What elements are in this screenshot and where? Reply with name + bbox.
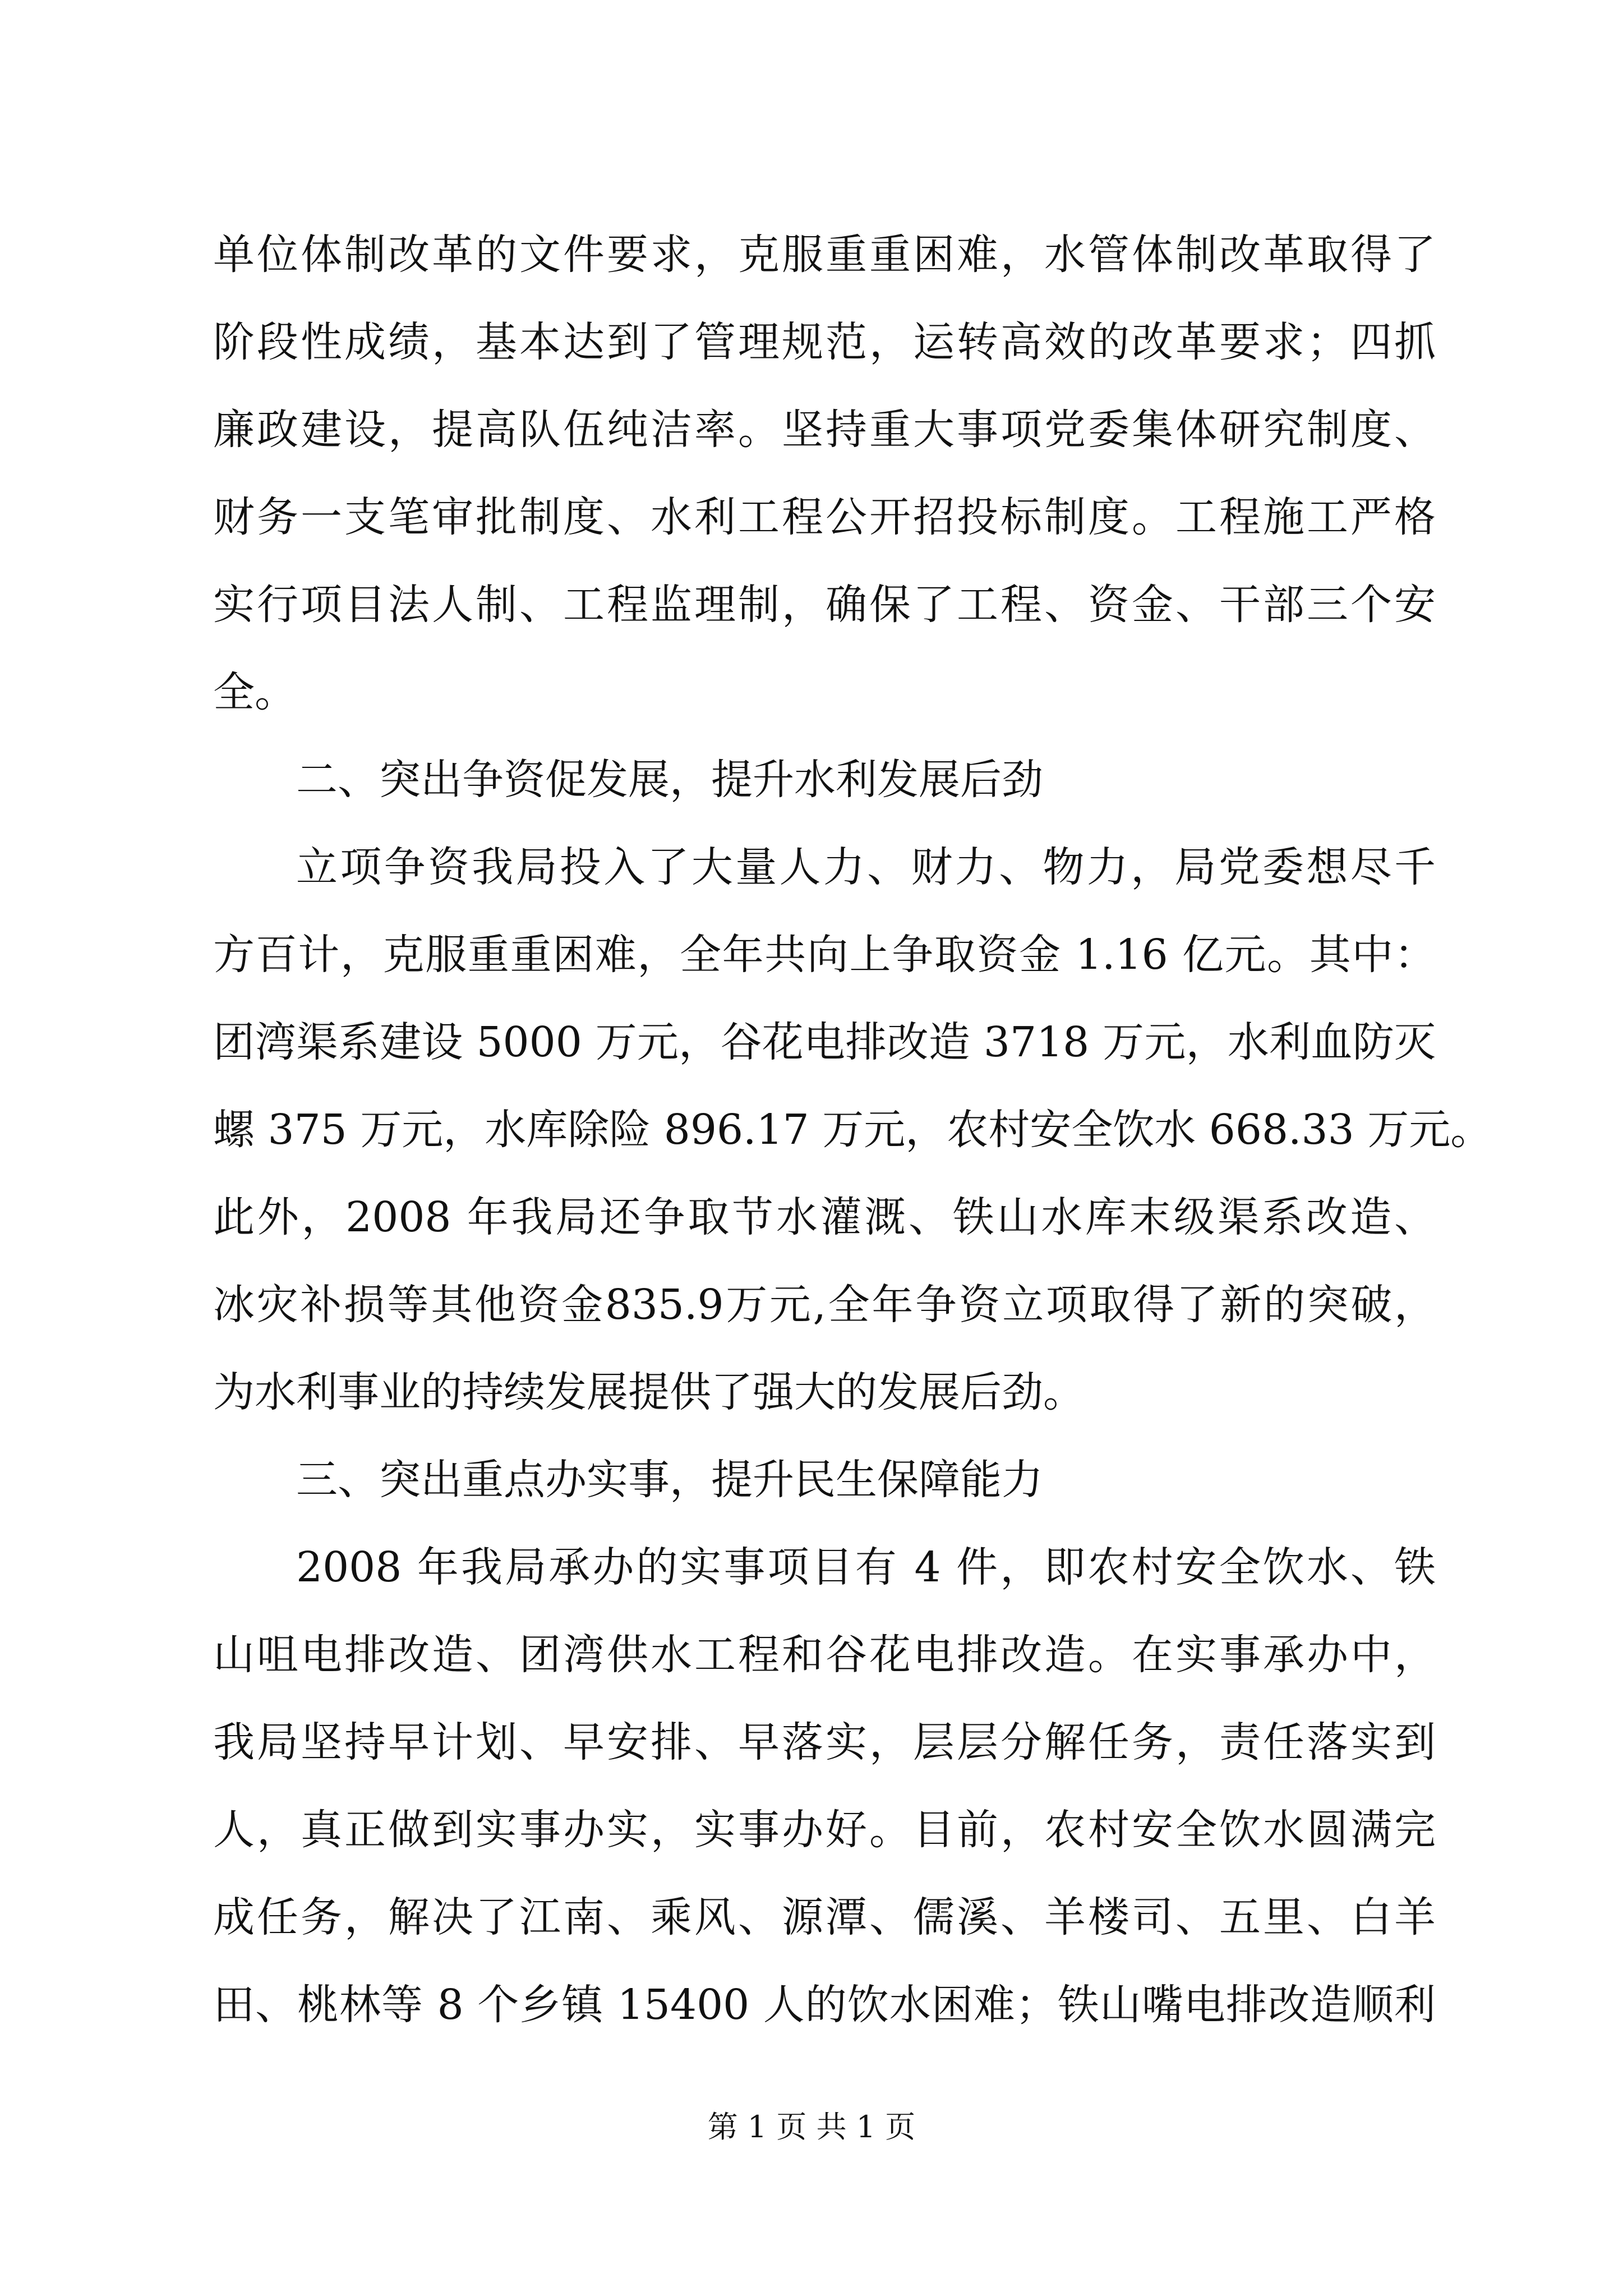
text-line: 单位体制改革的文件要求，克服重重困难，水管体制改革取得了: [213, 231, 1436, 279]
text-line: 人，真正做到实事办实，实事办好。目前，农村安全饮水圆满完: [213, 1806, 1436, 1854]
page-number-label: 第 1 页 共 1 页: [707, 2109, 916, 2145]
document-body: [213, 211, 1492, 2049]
text-line: 此外，2008 年我局还争取节水灌溉、铁山水库末级渠系改造、: [213, 1193, 1436, 1241]
text-line: 全。: [213, 668, 296, 716]
text-line: 实行项目法人制、工程监理制，确保了工程、资金、干部三个安: [213, 581, 1436, 629]
text-line: 成任务，解决了江南、乘风、源潭、儒溪、羊楼司、五里、白羊: [213, 1893, 1436, 1941]
text-line: 冰灾补损等其他资金835.9万元,全年争资立项取得了新的突破，: [213, 1281, 1436, 1329]
text-line: 为水利事业的持续发展提供了强大的发展后劲。: [213, 1368, 1085, 1416]
section-heading: 三、突出重点办实事，提升民生保障能力: [296, 1456, 1043, 1504]
page-footer: [0, 2105, 1623, 2150]
text-line: 财务一支笔审批制度、水利工程公开招投标制度。工程施工严格: [213, 493, 1436, 541]
text-line: 我局坚持早计划、早安排、早落实，层层分解任务，责任落实到: [213, 1718, 1436, 1766]
text-line: 立项争资我局投入了大量人力、财力、物力，局党委想尽千: [296, 843, 1436, 891]
text-line: 螺 375 万元，水库除险 896.17 万元，农村安全饮水 668.33 万元。: [213, 1106, 1492, 1154]
section-heading: 二、突出争资促发展，提升水利发展后劲: [296, 756, 1043, 804]
text-line: 团湾渠系建设 5000 万元，谷花电排改造 3718 万元，水利血防灭: [213, 1018, 1436, 1066]
text-line: 廉政建设，提高队伍纯洁率。坚持重大事项党委集体研究制度、: [213, 406, 1436, 454]
text-line: 田、桃林等 8 个乡镇 15400 人的饮水困难；铁山嘴电排改造顺利: [213, 1981, 1436, 2029]
text-line: 阶段性成绩，基本达到了管理规范，运转高效的改革要求；四抓: [213, 318, 1436, 366]
text-line: 方百计，克服重重困难，全年共向上争取资金 1.16 亿元。其中：: [213, 931, 1436, 979]
text-line: 2008 年我局承办的实事项目有 4 件，即农村安全饮水、铁: [296, 1543, 1436, 1591]
text-line: 山咀电排改造、团湾供水工程和谷花电排改造。在实事承办中，: [213, 1631, 1436, 1679]
